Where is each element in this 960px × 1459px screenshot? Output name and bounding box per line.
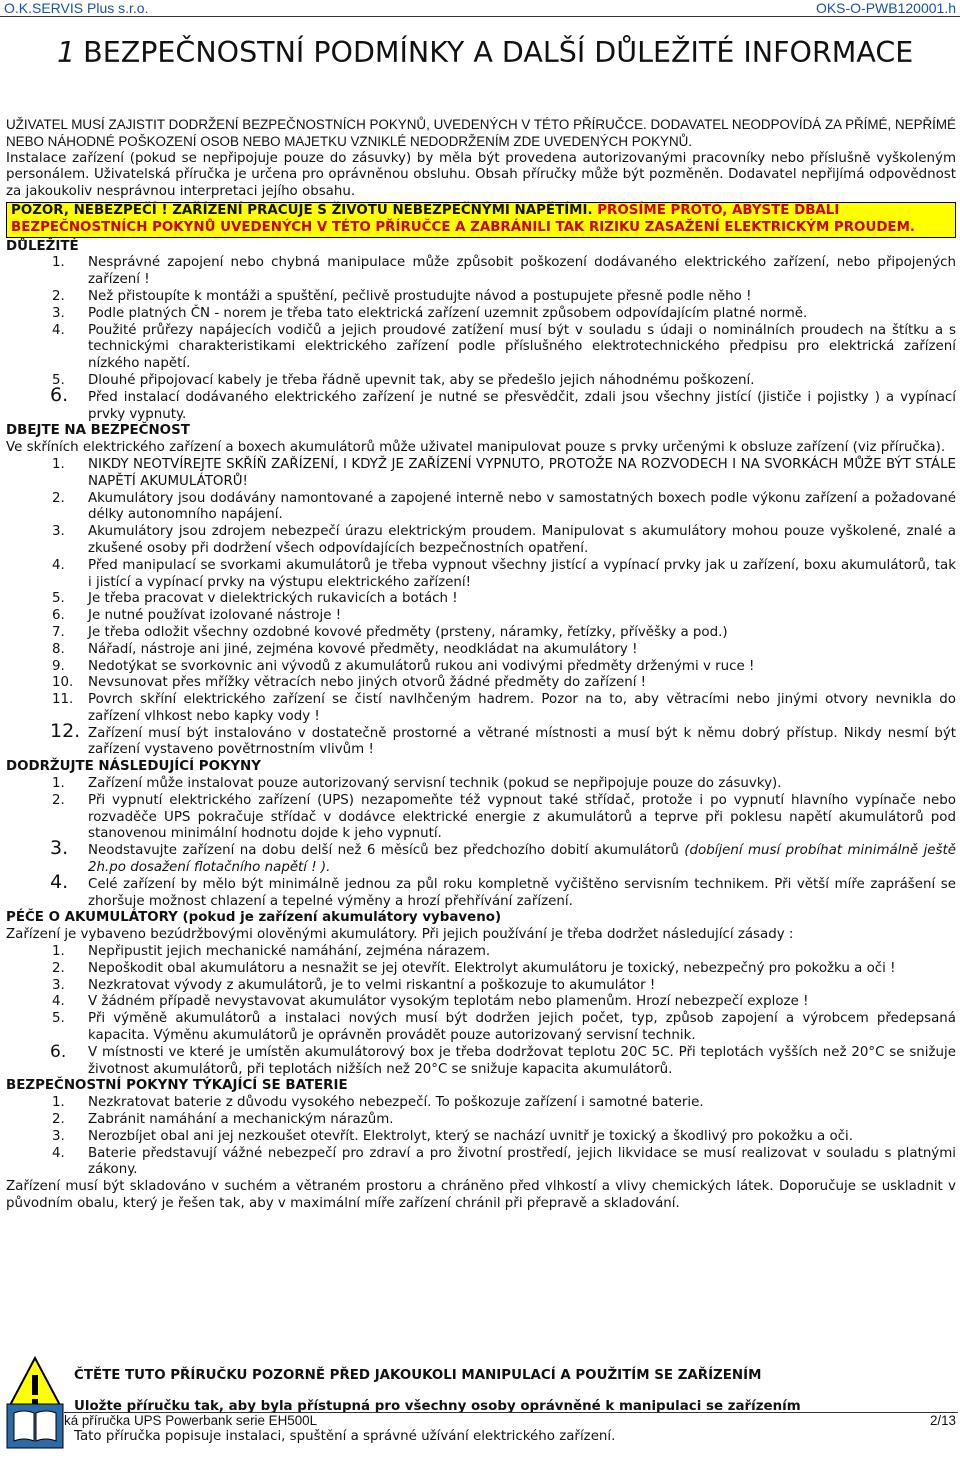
list-item <box>6 591 956 608</box>
list-item-number: 1. <box>52 944 65 960</box>
storage-paragraph: Zařízení musí být skladováno v suchém a větraném prostoru a chráněno před vlhkostí a vlivy chemických látek. Doporučuje se uskladnit v původním obalu, který je řešen tak, aby v maximální míře zařízení chránil při přepravě a skladování. <box>6 1179 956 1211</box>
list-item-number: 4. <box>52 994 65 1010</box>
list-item-text: Povrch skříní elektrického zařízení se čistí navlhčeným hadrem. Pozor na to, aby větracími nebo jinými otvory nevnikla do zařízení vlhkost nebo kapky vody ! <box>88 692 956 724</box>
caution-intro: Ve skříních elektrického zařízení a boxech akumulátorů může uživatel manipulovat pouze s prvky určenými k obsluze zařízení (viz příručka). <box>6 440 946 456</box>
list-item <box>6 1041 956 1079</box>
follow-list <box>6 776 956 910</box>
notice-line-1: ČTĚTE TUTO PŘÍRUČKU POZORNĚ PŘED JAKOUKOLI MANIPULACÍ A POUŽITÍM SE ZAŘÍZENÍM <box>74 1368 762 1384</box>
list-item <box>6 383 956 424</box>
list-item-text: Nepoškodit obal akumulátoru a nesnažit se jej otevřít. Elektrolyt akumulátoru je toxický, nebezpečný pro pokožku a oči ! <box>88 960 896 976</box>
list-item-number: 3. <box>52 305 65 321</box>
list-item <box>6 457 956 491</box>
list-item-number: 1. <box>52 456 65 472</box>
list-item-text: Baterie představují vážné nebezpečí pro zdraví a pro životní prostředí, jejich likvidace se musí realizovat v souladu s platnými zákony. <box>88 1145 956 1178</box>
list-item-number: 3. <box>50 837 69 860</box>
list-item-text: Při výměně akumulátorů a instalaci nových musí být dodržen jejich počet, typ, způsob zapojení a výrobcem předepsaná kapacita. Výměnu akumulátorů je oprávněn provádět pouze autorizovaný servisní technik. <box>88 1011 956 1044</box>
list-item-text: Dlouhé připojovací kabely je třeba řádně upevnit tak, aby se předešlo jejich náhodnému poškození. <box>88 372 755 388</box>
notice-line-3: Tato příručka popisuje instalaci, spuštění a správné užívání elektrického zařízení. <box>74 1428 616 1444</box>
list-item-number: 1. <box>52 776 65 792</box>
intro-paragraph: Instalace zařízení (pokud se nepřipojuje pouze do zásuvky) by měla být provedena autorizovanými pracovníky nebo příslušně vyškoleným personálem. Uživatelská příručka je určena pro oprávněnou obsluhu. Obsah příručky může být pozměněn. Dodavatel nepřijímá odpovědnost za jakoukoliv nesprávnou interpretaci jejího obsahu. <box>6 150 956 200</box>
list-item-number: 5. <box>52 372 65 388</box>
list-item-number: 4. <box>50 870 69 893</box>
list-item-number: 9. <box>52 658 65 674</box>
battery-care-list <box>6 944 956 1078</box>
list-item-text: Akumulátory jsou dodávány namontované a zapojené interně nebo v samostatných boxech podle výkonu zařízení a požadované délky autonomního napájení. <box>88 490 956 523</box>
danger-instructions: PROSÍME PROTO, ABYSTE DBALI BEZPEČNOSTNÍCH POKYNŮ UVEDENÝCH V TÉTO PŘÍRUČCE A ZABRÁNILI TAK RIZIKU ZASAŽENÍ ELEKTRICKÝM PROUDEM. <box>11 202 915 235</box>
list-item-number: 8. <box>52 641 65 657</box>
list-item-number: 2. <box>52 1112 65 1128</box>
document-body <box>6 117 956 1213</box>
list-item-text: Celé zařízení by mělo být minimálně jednou za půl roku kompletně vyčištěno servisním technikem. Při větší míře zaprášení se zhoršuje možnost chlazení a tepelné výměny a hrozí přehřívání zařízení. <box>88 876 956 909</box>
list-item-note: (dobíjení musí probíhat minimálně ještě 2h.po dosažení flotačního napětí ! ). <box>88 843 957 876</box>
list-item-text: Je třeba odložit všechny ozdobné kovové předměty (prsteny, náramky, řetízky, přívěšky a pod.) <box>88 624 728 640</box>
list-item <box>6 1095 956 1112</box>
list-item-number: 12. <box>50 719 81 742</box>
list-item <box>6 675 956 692</box>
intro-disclaimer: UŽIVATEL MUSÍ ZAJISTIT DODRŽENÍ BEZPEČNOSTNÍCH POKYNŮ, UVEDENÝCH V TÉTO PŘÍRUČCE. DODAVATEL NEODPOVÍDÁ ZA PŘÍMÉ, NEPŘÍMÉ NEBO NÁHODNÉ POŠKOZENÍ OSOB NEBO MAJETKU VZNIKLÉ NEDODRŽENÍM ZDE UVEDENÝCH POKYNŮ. <box>6 117 956 149</box>
list-item <box>6 1112 956 1129</box>
list-item <box>6 558 956 592</box>
list-item <box>6 719 956 760</box>
section-heading-battery-care: PÉČE O AKUMULÁTORY (pokud je zařízení akumulátory vybaveno) <box>6 910 502 926</box>
list-item <box>6 944 956 961</box>
important-list <box>6 255 956 423</box>
list-item-number: 1. <box>52 1095 65 1111</box>
list-item-text: Použité průřezy napájecích vodičů a jejich proudové zatížení musí být v souladu s údaji o nominálních proudech na štítku a s technickými charakteristikami elektrického zařízení podle příslušného elektrotechnického předpisu pro elektrická zařízení nízkého napětí. <box>88 322 956 372</box>
danger-label: POZOR, NEBEZPEČÍ ! <box>11 202 168 218</box>
list-item-text: Podle platných ČN - norem je třeba tato elektrická zařízení uzemnit způsobem odpovídajícím platné normě. <box>88 305 808 321</box>
list-item-text: Zařízení může instalovat pouze autorizovaný servisní technik (pokud se nepřipojuje pouze do zásuvky). <box>88 776 782 792</box>
list-item-text: Zabránit namáhání a mechanickým nárazům. <box>88 1112 394 1128</box>
list-item-number: 6. <box>50 1041 67 1062</box>
list-item-text: Akumulátory jsou zdrojem nebezpečí úrazu elektrickým proudem. Manipulovat s akumulátory mohou pouze vyškolené, znalé a zkušené osoby při dodržení všech odpovídajících bezpečnostních opatření. <box>88 524 956 556</box>
chapter-title-text: BEZPEČNOSTNÍ PODMÍNKY A DALŠÍ DŮLEŽITÉ INFORMACE <box>83 36 914 69</box>
footer-manual-title: ká příručka UPS Powerbank serie EH500L <box>64 1413 318 1428</box>
list-item <box>6 994 956 1011</box>
list-item-text: Zařízení musí být instalováno v dostatečně prostorné a větrané místnosti a musí být k němu dobrý přístup. Nikdy nesmí být zařízení vystaveno povětrnostním vlivům ! <box>88 725 956 758</box>
list-item <box>6 491 956 525</box>
list-item <box>6 373 956 390</box>
document-code: OKS-O-PWB120001.h <box>815 0 956 16</box>
list-item-number: 2. <box>52 288 65 304</box>
section-heading-caution: DBEJTE NA BEZPEČNOST <box>6 423 190 439</box>
list-item <box>6 608 956 625</box>
list-item <box>6 625 956 642</box>
list-item-number: 1. <box>52 255 65 271</box>
list-item <box>6 1011 956 1045</box>
list-item-number: 7. <box>52 624 65 640</box>
list-item-number: 3. <box>52 1128 65 1144</box>
list-item-number: 4. <box>52 322 65 338</box>
list-item-text: V místnosti ve které je umístěn akumulátorový box je třeba dodržovat teplotu 20C 5C. Při teplotách vyšších než 20°C se snižuje životnost akumulátorů, při teplotách nižších než 20°C se snižuje kapacita akumulátorů. <box>88 1044 956 1077</box>
list-item <box>6 289 956 306</box>
list-item-number: 2. <box>52 792 65 808</box>
list-item <box>6 870 956 911</box>
list-item <box>6 642 956 659</box>
chapter-title <box>57 34 937 71</box>
list-item-number: 6. <box>52 608 65 624</box>
list-item-number: 3. <box>52 524 65 540</box>
list-item-number: 3. <box>52 977 65 993</box>
list-item <box>6 692 956 726</box>
list-item <box>6 524 956 558</box>
danger-warning-box <box>6 202 956 238</box>
list-item-number: 2. <box>52 490 65 506</box>
list-item-text: Neodstavujte zařízení na dobu delší než 6 měsíců bez předchozího dobití akumulátorů <box>88 843 685 859</box>
list-item-text: Při vypnutí elektrického zařízení (UPS) nezapomeňte též vypnout také střídač, protože i po vypnutí hlavního vypínače nebo rozvaděče UPS pokračuje střídač v dodávce elektrické energie z akumulátorů a teprve při poklesu napětí akumulátorů pod stanovenou minimální hodnotu dojde k jeho vypnutí. <box>88 792 956 842</box>
list-item <box>6 961 956 978</box>
list-item-text: Nedotýkat se svorkovnic ani vývodů z akumulátorů rukou ani vodivými předměty drženými v ruce ! <box>88 658 755 674</box>
list-item-text: Nářadí, nástroje ani jiné, zejména kovové předměty, neodkládat na akumulátory ! <box>88 641 638 657</box>
section-heading-battery-safety: BEZPEČNOSTNÍ POKYNY TÝKAJÍCÍ SE BATERIE <box>6 1078 348 1094</box>
page-header <box>0 0 960 16</box>
list-item-number: 6. <box>50 383 69 406</box>
danger-voltage: ZAŘÍZENÍ PRACUJE S ŽIVOTU NEBEZPEČNÝMI NAPĚTÍMI. <box>167 202 593 218</box>
list-item <box>6 306 956 323</box>
page-number: 2/13 <box>929 1413 956 1428</box>
section-heading-follow: DODRŽUJTE NÁSLEDUJÍCÍ POKYNY <box>6 759 261 775</box>
list-item-text: Nezkratovat baterie z důvodu vysokého nebezpečí. To poškozuje zařízení i samotné baterie. <box>88 1095 704 1111</box>
caution-list <box>6 457 956 759</box>
section-heading-important: DŮLEŽITÉ <box>6 238 79 254</box>
list-item <box>6 978 956 995</box>
list-item-number: 4. <box>52 1145 65 1161</box>
list-item-number: 5. <box>52 1011 65 1027</box>
manual-book-icon <box>6 1403 64 1449</box>
company-name: O.K.SERVIS Plus s.r.o. <box>4 0 149 16</box>
list-item <box>6 1129 956 1146</box>
list-item <box>6 659 956 676</box>
list-item-text: V žádném případě nevystavovat akumulátor vysokým teplotám nebo plamenům. Hrozí nebezpečí exploze ! <box>88 994 809 1010</box>
list-item-number: 5. <box>52 591 65 607</box>
list-item <box>6 1146 956 1180</box>
list-item-text: Nepřipustit jejich mechanické namáhání, zejména nárazem. <box>88 944 491 960</box>
list-item-text: Je nutné používat izolované nástroje ! <box>88 608 342 624</box>
list-item <box>6 776 956 793</box>
battery-safety-list <box>6 1095 956 1179</box>
list-item-text: Nerozbíjet obal ani jej nezkoušet otevřít. Elektrolyt, který se nachází uvnitř je toxický a škodlivý pro pokožku a oči. <box>88 1128 853 1144</box>
list-item-number: 10. <box>52 675 74 691</box>
list-item-text: Nezkratovat vývody z akumulátorů, je to velmi riskantní a poškozuje to akumulátor ! <box>88 977 656 993</box>
chapter-number: 1 <box>57 36 76 69</box>
battery-care-intro: Zařízení je vybaveno bezúdržbovými olověnými akumulátory. Při jejich používání je třeba dodržet následující zásady : <box>6 927 794 943</box>
header-rule <box>0 16 960 17</box>
list-item-text: Než přistoupíte k montáži a spuštění, pečlivě prostudujte návod a postupujete přesně podle něho ! <box>88 288 752 304</box>
list-item-number: 2. <box>52 960 65 976</box>
list-item <box>6 837 957 877</box>
notice-line-2: Uložte příručku tak, aby byla přístupná pro všechny osoby oprávněné k manipulaci se zařízením <box>74 1398 801 1414</box>
list-item-text: Nevsunovat přes mřížky větracích nebo jiných otvorů žádné předměty do zařízení ! <box>88 675 647 691</box>
list-item-number: 11. <box>52 692 74 708</box>
list-item <box>6 323 956 373</box>
notice-text <box>74 1355 954 1459</box>
list-item-text: NIKDY NEOTVÍREJTE SKŘÍŇ ZAŘÍZENÍ, I KDYŽ JE ZAŘÍZENÍ VYPNUTO, PROTOŽE NA ROZVODECH I NA SVORKÁCH MŮŽE BÝT STÁLE NAPĚTÍ AKUMULÁTORŮ! <box>88 456 956 489</box>
list-item <box>6 793 956 843</box>
list-item-text: Je třeba pracovat v dielektrických rukavicích a botách ! <box>88 591 458 607</box>
list-item-text: Nesprávné zapojení nebo chybná manipulace může způsobit poškození dodávaného elektrického zařízení, nebo připojených zařízení ! <box>88 255 956 288</box>
list-item-text: Před manipulací se svorkami akumulátorů je třeba vypnout všechny jistící a vypínací prvky jak u zařízení, boxu akumulátorů, tak i jistící a vypínací prvky na výstupu elektrického zařízení! <box>88 557 956 590</box>
list-item-text: Před instalací dodávaného elektrického zařízení je nutné se přesvědčit, zdali jsou všechny jistící (jističe i pojistky ) a vypínací prvky vypnuty. <box>88 389 956 422</box>
list-item-number: 4. <box>52 557 65 573</box>
list-item <box>6 255 956 289</box>
danger-warning-text <box>11 203 951 237</box>
